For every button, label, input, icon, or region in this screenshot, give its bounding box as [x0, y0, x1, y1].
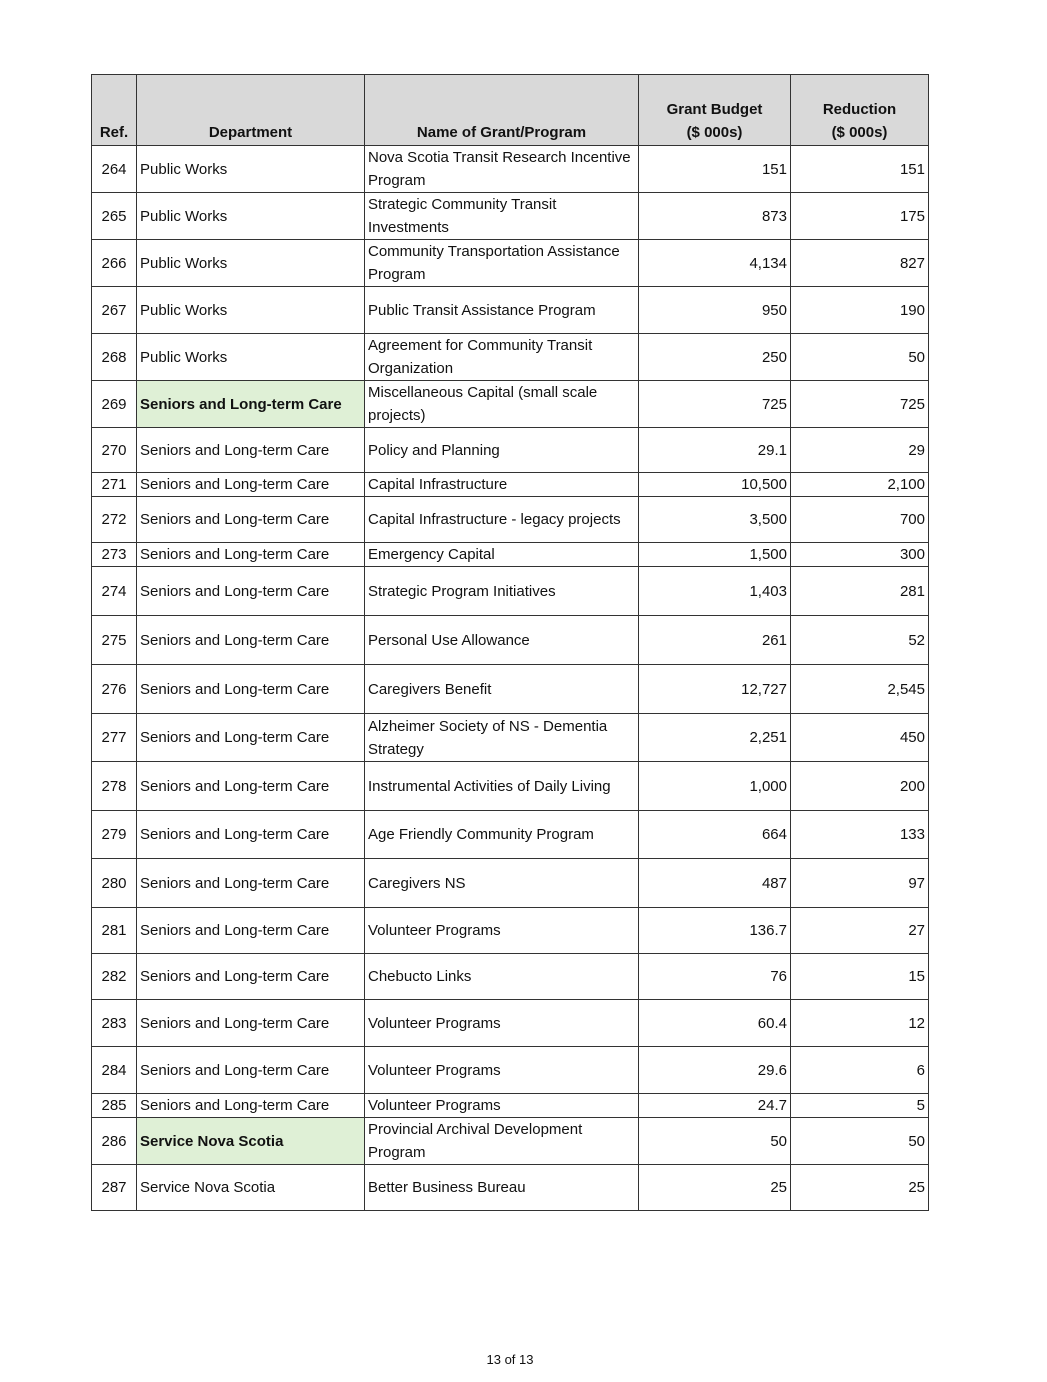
grant-budget-cell: 487 [639, 859, 791, 908]
program-name-cell: Provincial Archival Development Program [365, 1118, 639, 1165]
grant-budget-cell: 25 [639, 1165, 791, 1211]
program-name-cell: Better Business Bureau [365, 1165, 639, 1211]
grant-budget-cell: 29.1 [639, 428, 791, 473]
program-name-cell: Personal Use Allowance [365, 616, 639, 665]
ref-cell: 265 [92, 193, 137, 240]
table-row [92, 543, 929, 567]
department-cell: Seniors and Long-term Care [137, 714, 365, 762]
reduction-cell: 281 [791, 567, 929, 616]
table-row [92, 334, 929, 381]
header-department: Department [137, 75, 365, 146]
ref-cell: 271 [92, 473, 137, 497]
reduction-cell: 725 [791, 381, 929, 428]
reduction-cell: 2,100 [791, 473, 929, 497]
program-name-cell: Policy and Planning [365, 428, 639, 473]
ref-cell: 268 [92, 334, 137, 381]
grant-budget-cell: 50 [639, 1118, 791, 1165]
table-row [92, 665, 929, 714]
header-name: Name of Grant/Program [365, 75, 639, 146]
ref-cell: 276 [92, 665, 137, 714]
program-name-cell: Emergency Capital [365, 543, 639, 567]
program-name-cell: Volunteer Programs [365, 1047, 639, 1094]
table-row [92, 714, 929, 762]
reduction-cell: 700 [791, 497, 929, 543]
program-name-cell: Strategic Community Transit Investments [365, 193, 639, 240]
program-name-cell: Nova Scotia Transit Research Incentive Program [365, 146, 639, 193]
department-cell: Seniors and Long-term Care [137, 665, 365, 714]
reduction-cell: 200 [791, 762, 929, 811]
grant-budget-cell: 2,251 [639, 714, 791, 762]
program-name-cell: Public Transit Assistance Program [365, 287, 639, 334]
department-cell: Seniors and Long-term Care [137, 1094, 365, 1118]
ref-cell: 273 [92, 543, 137, 567]
department-cell: Seniors and Long-term Care [137, 762, 365, 811]
ref-cell: 266 [92, 240, 137, 287]
reduction-cell: 300 [791, 543, 929, 567]
table-body [92, 146, 929, 1211]
reduction-cell: 15 [791, 954, 929, 1000]
program-name-cell: Miscellaneous Capital (small scale projects) [365, 381, 639, 428]
department-cell: Service Nova Scotia [137, 1118, 365, 1165]
reduction-cell: 97 [791, 859, 929, 908]
page-number: 13 of 13 [486, 1352, 534, 1367]
grant-budget-cell: 950 [639, 287, 791, 334]
table-row [92, 1094, 929, 1118]
reduction-cell: 50 [791, 1118, 929, 1165]
department-cell: Seniors and Long-term Care [137, 954, 365, 1000]
program-name-cell: Strategic Program Initiatives [365, 567, 639, 616]
department-cell: Public Works [137, 334, 365, 381]
ref-cell: 283 [92, 1000, 137, 1047]
header-reduction [791, 75, 929, 146]
table-row [92, 193, 929, 240]
department-cell: Seniors and Long-term Care [137, 1000, 365, 1047]
reduction-cell: 6 [791, 1047, 929, 1094]
program-name-cell: Caregivers Benefit [365, 665, 639, 714]
ref-cell: 279 [92, 811, 137, 859]
table-row [92, 428, 929, 473]
grant-budget-cell: 250 [639, 334, 791, 381]
program-name-cell: Capital Infrastructure [365, 473, 639, 497]
reduction-cell: 52 [791, 616, 929, 665]
grant-budget-cell: 4,134 [639, 240, 791, 287]
table-row [92, 146, 929, 193]
table-row [92, 381, 929, 428]
reduction-cell: 5 [791, 1094, 929, 1118]
department-cell: Public Works [137, 146, 365, 193]
reduction-cell: 25 [791, 1165, 929, 1211]
table-row [92, 908, 929, 954]
grant-budget-cell: 76 [639, 954, 791, 1000]
program-name-cell: Caregivers NS [365, 859, 639, 908]
table-row [92, 616, 929, 665]
department-cell: Service Nova Scotia [137, 1165, 365, 1211]
department-cell: Seniors and Long-term Care [137, 908, 365, 954]
ref-cell: 284 [92, 1047, 137, 1094]
header-ref: Ref. [92, 75, 137, 146]
table-row [92, 473, 929, 497]
grant-budget-cell: 10,500 [639, 473, 791, 497]
table-row [92, 287, 929, 334]
grant-budget-cell: 873 [639, 193, 791, 240]
ref-cell: 282 [92, 954, 137, 1000]
department-cell: Seniors and Long-term Care [137, 428, 365, 473]
grant-budget-cell: 136.7 [639, 908, 791, 954]
reduction-cell: 50 [791, 334, 929, 381]
ref-cell: 281 [92, 908, 137, 954]
reduction-cell: 151 [791, 146, 929, 193]
grant-budget-cell: 29.6 [639, 1047, 791, 1094]
table-row [92, 954, 929, 1000]
table-row [92, 1000, 929, 1047]
ref-cell: 287 [92, 1165, 137, 1211]
grant-budget-cell: 3,500 [639, 497, 791, 543]
department-cell: Seniors and Long-term Care [137, 473, 365, 497]
table-row [92, 762, 929, 811]
reduction-cell: 827 [791, 240, 929, 287]
table-row [92, 1165, 929, 1211]
header-reduction-line1: Reduction [822, 101, 897, 118]
department-cell: Seniors and Long-term Care [137, 616, 365, 665]
program-name-cell: Volunteer Programs [365, 908, 639, 954]
header-reduction-line2: ($ 000s) [831, 124, 888, 141]
program-name-cell: Instrumental Activities of Daily Living [365, 762, 639, 811]
program-name-cell: Age Friendly Community Program [365, 811, 639, 859]
department-cell: Seniors and Long-term Care [137, 1047, 365, 1094]
grant-budget-cell: 1,500 [639, 543, 791, 567]
reduction-cell: 133 [791, 811, 929, 859]
ref-cell: 267 [92, 287, 137, 334]
program-name-cell: Alzheimer Society of NS - Dementia Strategy [365, 714, 639, 762]
department-cell: Seniors and Long-term Care [137, 543, 365, 567]
department-cell: Seniors and Long-term Care [137, 381, 365, 428]
ref-cell: 277 [92, 714, 137, 762]
ref-cell: 272 [92, 497, 137, 543]
ref-cell: 264 [92, 146, 137, 193]
department-cell: Seniors and Long-term Care [137, 811, 365, 859]
grant-budget-cell: 1,000 [639, 762, 791, 811]
grant-budget-cell: 24.7 [639, 1094, 791, 1118]
table-row [92, 1047, 929, 1094]
program-name-cell: Agreement for Community Transit Organization [365, 334, 639, 381]
reduction-cell: 27 [791, 908, 929, 954]
table-row [92, 567, 929, 616]
ref-cell: 269 [92, 381, 137, 428]
table-row [92, 1118, 929, 1165]
table-row [92, 859, 929, 908]
department-cell: Public Works [137, 287, 365, 334]
grant-budget-cell: 151 [639, 146, 791, 193]
department-cell: Seniors and Long-term Care [137, 497, 365, 543]
ref-cell: 275 [92, 616, 137, 665]
department-cell: Seniors and Long-term Care [137, 859, 365, 908]
program-name-cell: Capital Infrastructure - legacy projects [365, 497, 639, 543]
grant-budget-cell: 60.4 [639, 1000, 791, 1047]
reduction-cell: 450 [791, 714, 929, 762]
ref-cell: 286 [92, 1118, 137, 1165]
grant-budget-cell: 12,727 [639, 665, 791, 714]
ref-cell: 274 [92, 567, 137, 616]
header-budget [639, 75, 791, 146]
ref-cell: 285 [92, 1094, 137, 1118]
table-row [92, 811, 929, 859]
ref-cell: 270 [92, 428, 137, 473]
ref-cell: 278 [92, 762, 137, 811]
grants-table [91, 74, 929, 1211]
reduction-cell: 12 [791, 1000, 929, 1047]
header-budget-line2: ($ 000s) [686, 124, 743, 141]
grant-budget-cell: 1,403 [639, 567, 791, 616]
header-budget-line1: Grant Budget [666, 101, 763, 118]
program-name-cell: Community Transportation Assistance Program [365, 240, 639, 287]
reduction-cell: 29 [791, 428, 929, 473]
program-name-cell: Volunteer Programs [365, 1000, 639, 1047]
reduction-cell: 175 [791, 193, 929, 240]
ref-cell: 280 [92, 859, 137, 908]
reduction-cell: 190 [791, 287, 929, 334]
department-cell: Public Works [137, 193, 365, 240]
grant-budget-cell: 664 [639, 811, 791, 859]
program-name-cell: Chebucto Links [365, 954, 639, 1000]
department-cell: Public Works [137, 240, 365, 287]
header-row [92, 75, 929, 146]
grant-budget-cell: 261 [639, 616, 791, 665]
department-cell: Seniors and Long-term Care [137, 567, 365, 616]
grant-budget-cell: 725 [639, 381, 791, 428]
table-row [92, 497, 929, 543]
reduction-cell: 2,545 [791, 665, 929, 714]
table-row [92, 240, 929, 287]
program-name-cell: Volunteer Programs [365, 1094, 639, 1118]
